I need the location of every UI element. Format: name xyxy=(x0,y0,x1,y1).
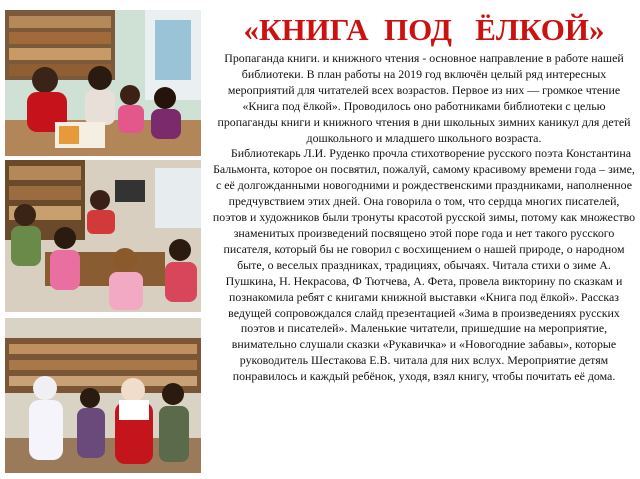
article-body xyxy=(212,51,636,385)
paragraph-event: Библиотекарь Л.И. Руденко прочла стихотворение русского поэта Константина Бальмонта, которое он посвятил, пожалуй, самому красивому времени года – зиме, с её долгожданными новогодними и рождественскими праздниками, наполненное предчувствием этих дней. Она говорила о том, что сердца многих писателей, поэтов и художников были тронуты красотой русской зимы, потому как множество знаменитых произведений посвящено этой поре года и нет такого русского писателя, который бы не говорил с восхищением о нашей природе, о народном быте, о веселых праздниках, традициях, обычаях. Читала стихи о зиме А. Пушкина, Н. Некрасова, Ф Тютчева, А. Фета, провела викторину по сказкам и познакомила ребят с книгами книжной выставки «Книга под ёлкой». Рассказ ведущей сопровождался слайд презентацией «Зима в произведениях русских поэтов и писателей». Маленькие читатели, пришедшие на мероприятие, внимательно слушали сказки «Рукавичка» и «Новогодние забавы», которые руководитель Шестакова Е.В. читала для них вслух. Мероприятие детям понравилось и каждый ребёнок, уходя, взял книгу, чтобы почитать её дома. xyxy=(212,146,636,384)
photo-children-with-librarian xyxy=(5,160,201,312)
photo-reading-at-table xyxy=(5,10,201,156)
paragraph-intro: Пропаганда книги. и книжного чтения - основное направление в работе нашей библиотеки. В план работы на 2019 год включён целый ряд интересных мероприятий для читателей всех возрастов. Первое из них — громкое чтение «Книга под ёлкой». Проводилось оно работниками библиотеки с целью пропаганды книги и книжного чтения в дни школьных зимних каникул для детей дошкольного и младшего школьного возраста. xyxy=(217,51,631,145)
photo-costumed-characters xyxy=(5,318,201,473)
article-title: «КНИГА ПОД ЁЛКОЙ» xyxy=(243,12,605,47)
